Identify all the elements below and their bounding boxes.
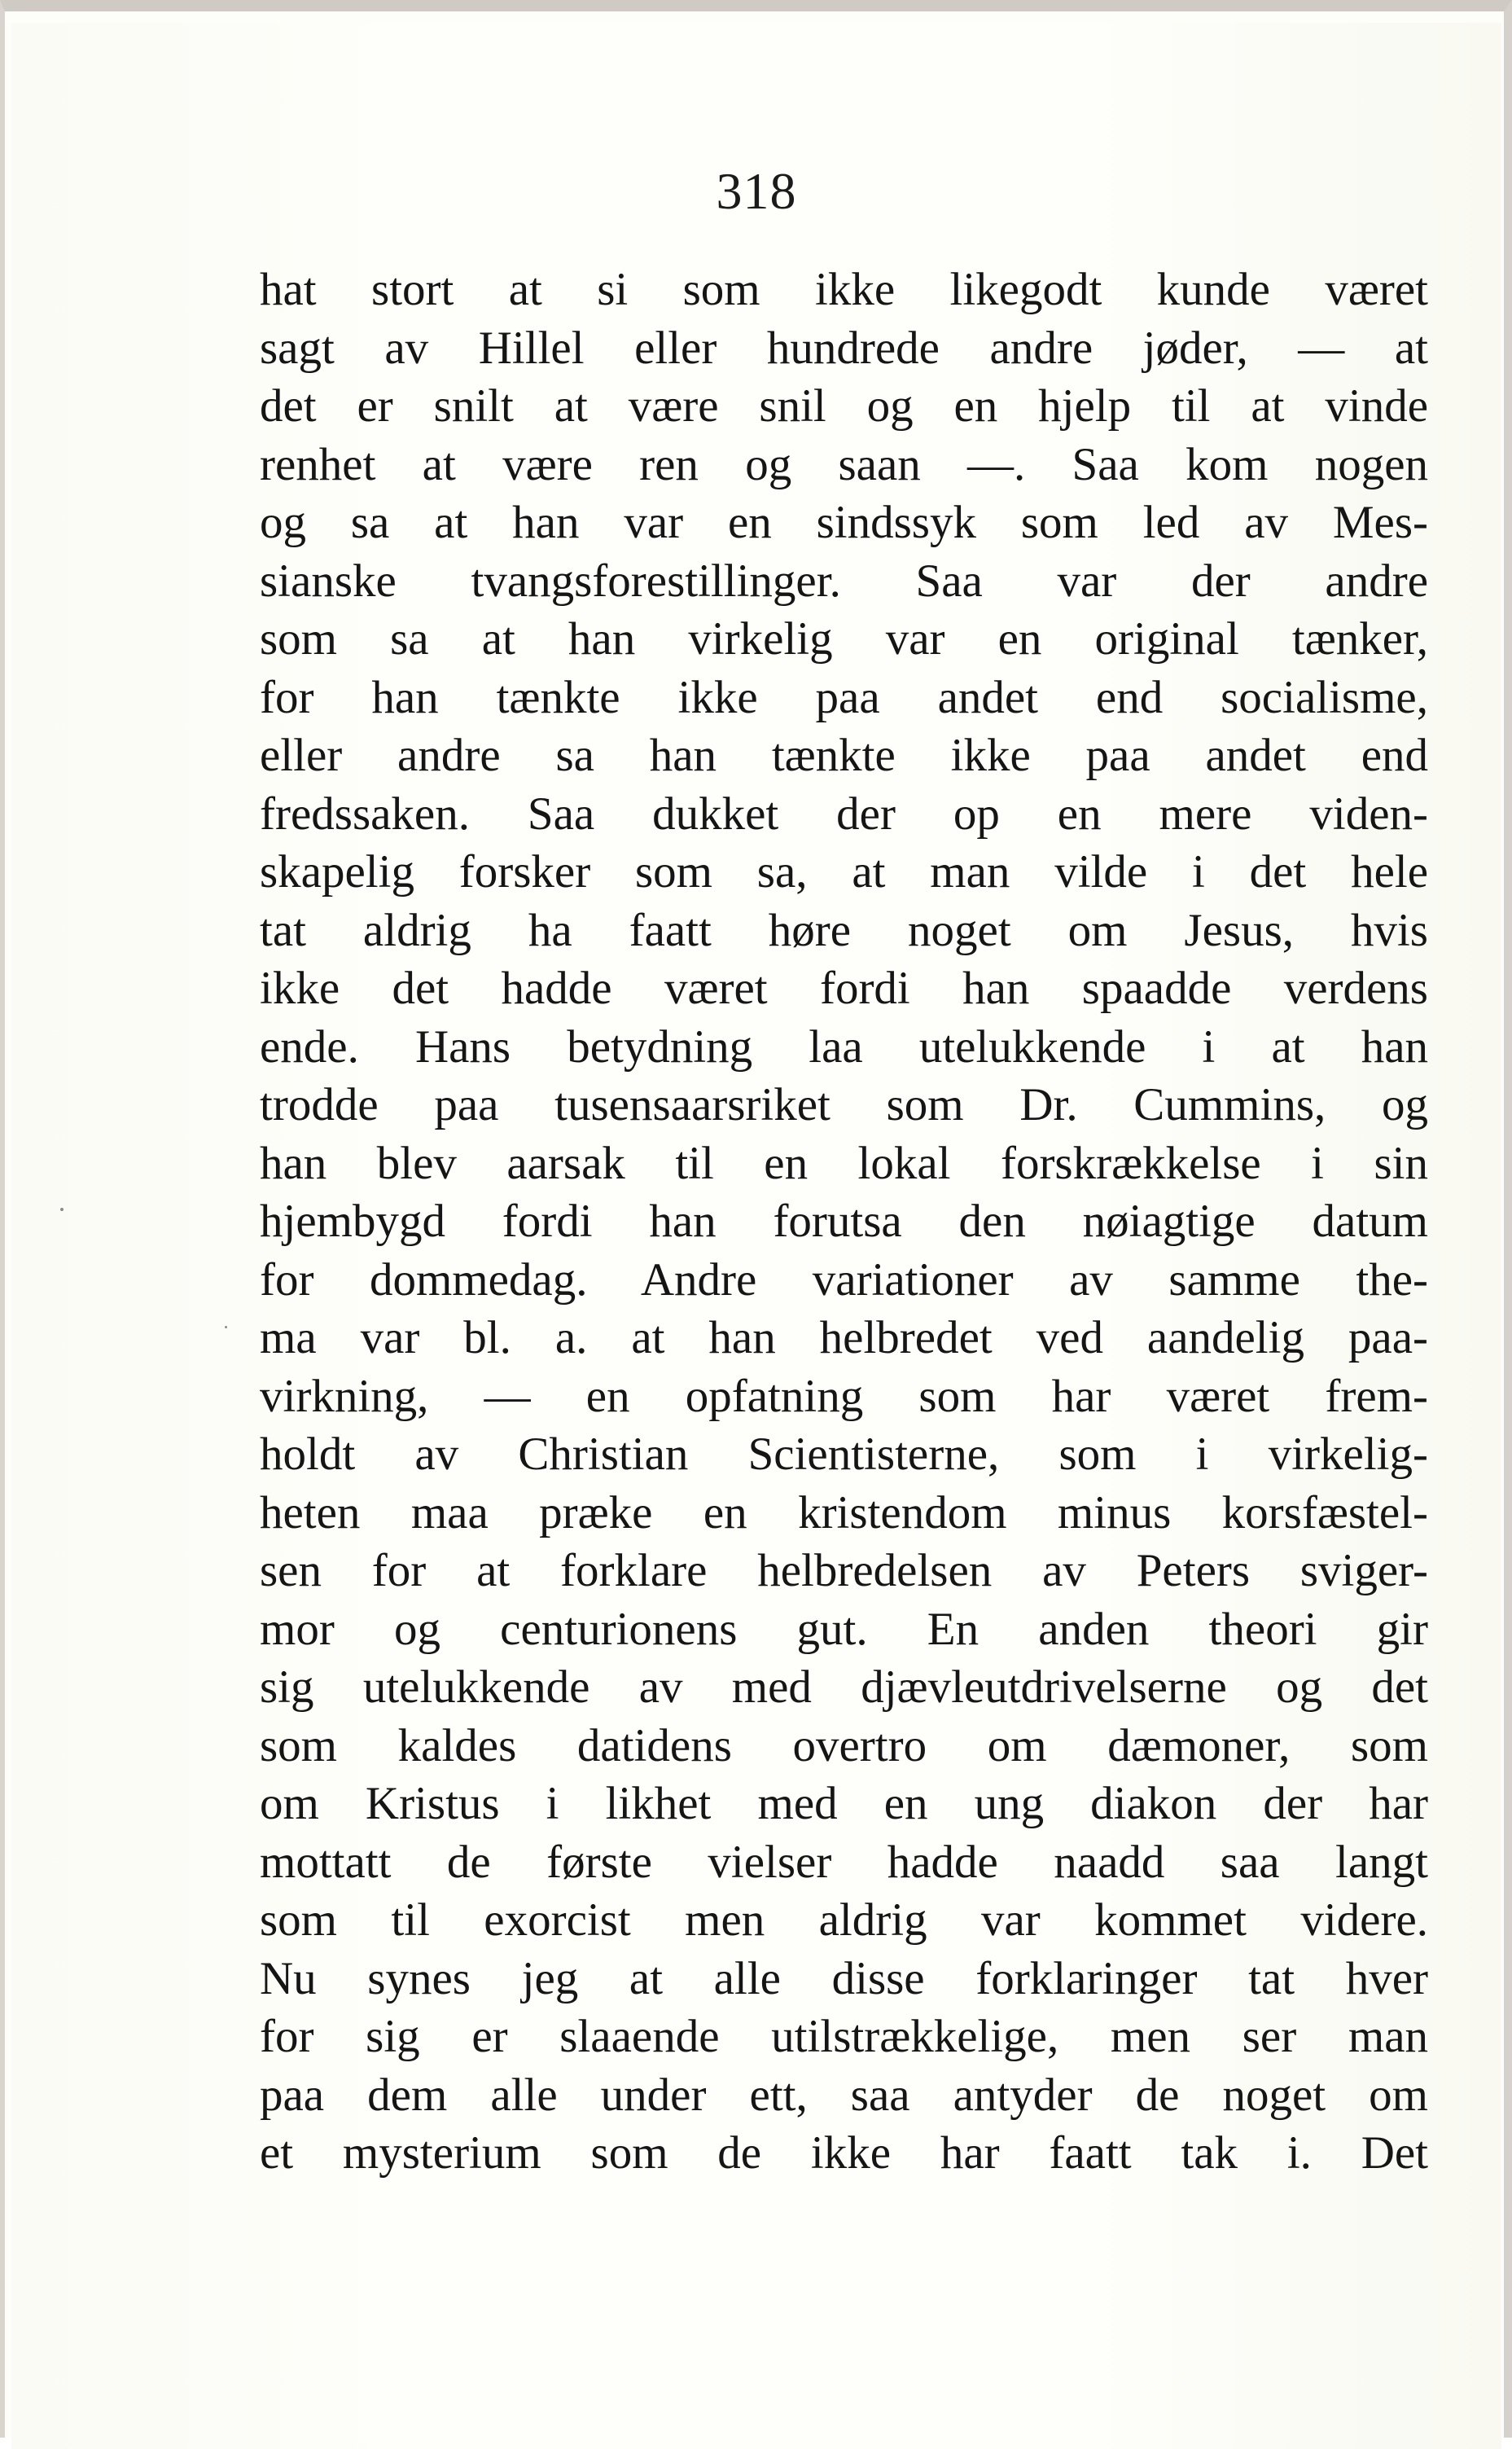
text-line: hat stort at si som ikke likegodt kunde været xyxy=(260,264,1428,315)
text-line: han blev aarsak til en lokal forskrækkelse i sin xyxy=(260,1137,1428,1189)
text-line: mor og centurionens gut. En anden theori gir xyxy=(260,1603,1428,1655)
paper-speck xyxy=(225,1326,227,1328)
body-text xyxy=(260,261,1428,2183)
text-line: renhet at være ren og saan —. Saa kom nogen xyxy=(260,438,1428,490)
page-number: 318 xyxy=(716,162,797,220)
text-line: Nu synes jeg at alle disse forklaringer tat hver xyxy=(260,1952,1428,2004)
text-line: trodde paa tusensaarsriket som Dr. Cummins, og xyxy=(260,1079,1428,1130)
text-line: holdt av Christian Scientisterne, som i virkelig- xyxy=(260,1429,1428,1480)
text-line: sen for at forklare helbredelsen av Peters sviger- xyxy=(260,1545,1428,1596)
text-line: som til exorcist men aldrig var kommet videre. xyxy=(260,1894,1428,1946)
text-line: ikke det hadde været fordi han spaadde verdens xyxy=(260,963,1428,1014)
paper-speck xyxy=(60,1208,64,1211)
text-line: som kaldes datidens overtro om dæmoner, som xyxy=(260,1719,1428,1771)
text-line: det er snilt at være snil og en hjelp til at vinde xyxy=(260,380,1428,432)
text-line: som sa at han virkelig var en original tænker, xyxy=(260,613,1428,665)
text-line: for dommedag. Andre variationer av samme the- xyxy=(260,1253,1428,1306)
text-line: om Kristus i likhet med en ung diakon der har xyxy=(260,1778,1428,1829)
text-line: tat aldrig ha faatt høre noget om Jesus, hvis xyxy=(260,904,1428,956)
text-line: heten maa præke en kristendom minus korsfæstel- xyxy=(260,1486,1428,1538)
text-line: sianske tvangsforestillinger. Saa var der andre xyxy=(260,555,1428,607)
text-line: skapelig forsker som sa, at man vilde i det hele xyxy=(260,846,1428,898)
text-line: hjembygd fordi han forutsa den nøiagtige datum xyxy=(260,1196,1428,1247)
text-line: mottatt de første vielser hadde naadd saa langt xyxy=(260,1836,1428,1888)
text-line: et mysterium som de ikke har faatt tak i. Det xyxy=(260,2127,1428,2179)
text-line: fredssaken. Saa dukket der op en mere viden- xyxy=(260,788,1428,840)
text-line: for han tænkte ikke paa andet end socialisme, xyxy=(260,671,1428,723)
text-line: ma var bl. a. at han helbredet ved aandelig paa- xyxy=(260,1312,1428,1363)
text-line: paa dem alle under ett, saa antyder de noget om xyxy=(260,2069,1428,2121)
text-line: og sa at han var en sindssyk som led av Mes- xyxy=(260,497,1428,548)
text-line: for sig er slaaende utilstrækkelige, men ser man xyxy=(260,2011,1428,2062)
text-line: sig utelukkende av med djævleutdrivelserne og det xyxy=(260,1661,1428,1713)
text-line: sagt av Hillel eller hundrede andre jøder, — at xyxy=(260,322,1428,374)
book-page xyxy=(11,23,1501,2449)
text-line: virkning, — en opfatning som har været frem- xyxy=(260,1370,1428,1422)
text-line: ende. Hans betydning laa utelukkende i at han xyxy=(260,1020,1428,1073)
text-line: eller andre sa han tænkte ikke paa andet end xyxy=(260,730,1428,781)
